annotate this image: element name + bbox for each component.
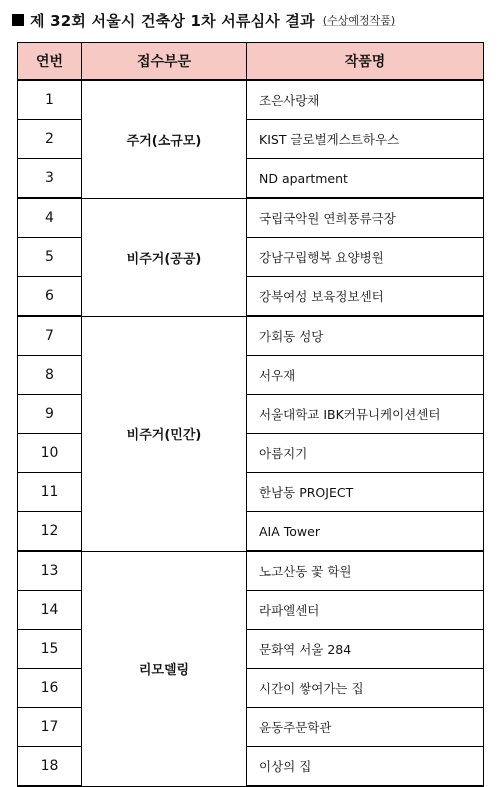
row-number: 9 bbox=[18, 395, 82, 434]
work-name-cell: 한남동 PROJECT bbox=[247, 473, 484, 512]
row-number: 4 bbox=[18, 198, 82, 238]
work-name-cell: 서우재 bbox=[247, 356, 484, 395]
column-header-category: 접수부문 bbox=[82, 43, 247, 81]
row-number: 13 bbox=[18, 551, 82, 591]
row-number: 6 bbox=[18, 277, 82, 317]
row-number: 2 bbox=[18, 120, 82, 159]
row-number: 5 bbox=[18, 238, 82, 277]
table-body bbox=[18, 80, 484, 786]
row-number: 3 bbox=[18, 159, 82, 199]
work-name-cell: 국립국악원 연희풍류극장 bbox=[247, 198, 484, 238]
work-name-cell: 아름지기 bbox=[247, 434, 484, 473]
row-number: 18 bbox=[18, 747, 82, 787]
work-name-cell: 문화역 서울 284 bbox=[247, 630, 484, 669]
category-cell: 비주거(공공) bbox=[82, 198, 247, 316]
row-number: 7 bbox=[18, 316, 82, 356]
row-number: 16 bbox=[18, 669, 82, 708]
work-name-cell: ND apartment bbox=[247, 159, 484, 199]
category-cell: 비주거(민간) bbox=[82, 316, 247, 551]
work-name-cell: 서울대학교 IBK커뮤니케이션센터 bbox=[247, 395, 484, 434]
table-row bbox=[18, 80, 484, 120]
row-number: 14 bbox=[18, 591, 82, 630]
work-name-cell: 강북여성 보육정보센터 bbox=[247, 277, 484, 317]
document-title: 제 32회 서울시 건축상 1차 서류심사 결과 bbox=[30, 11, 315, 30]
row-number: 11 bbox=[18, 473, 82, 512]
work-name-cell: 강남구립행복 요양병원 bbox=[247, 238, 484, 277]
work-name-cell: 조은사랑채 bbox=[247, 80, 484, 120]
work-name-cell: 윤동주문학관 bbox=[247, 708, 484, 747]
work-name-cell: KIST 글로벌게스트하우스 bbox=[247, 120, 484, 159]
category-cell: 리모델링 bbox=[82, 551, 247, 786]
work-name-cell: 노고산동 꽃 학원 bbox=[247, 551, 484, 591]
row-number: 8 bbox=[18, 356, 82, 395]
work-name-cell: 이상의 집 bbox=[247, 747, 484, 787]
table-row bbox=[18, 316, 484, 356]
column-header-number: 연번 bbox=[18, 43, 82, 81]
title-note: (수상예정작품) bbox=[322, 14, 396, 27]
row-number: 1 bbox=[18, 80, 82, 120]
column-header-work-name: 작품명 bbox=[247, 43, 484, 81]
table-row bbox=[18, 551, 484, 591]
row-number: 15 bbox=[18, 630, 82, 669]
row-number: 10 bbox=[18, 434, 82, 473]
work-name-cell: AIA Tower bbox=[247, 512, 484, 552]
black-square-bullet-icon bbox=[12, 14, 24, 26]
work-name-cell: 시간이 쌓여가는 집 bbox=[247, 669, 484, 708]
document-header bbox=[12, 8, 492, 32]
table-header-row bbox=[18, 43, 484, 81]
results-table bbox=[17, 42, 484, 787]
category-cell: 주거(소규모) bbox=[82, 80, 247, 198]
work-name-cell: 가회동 성당 bbox=[247, 316, 484, 356]
row-number: 17 bbox=[18, 708, 82, 747]
table-row bbox=[18, 198, 484, 238]
row-number: 12 bbox=[18, 512, 82, 552]
work-name-cell: 라파엘센터 bbox=[247, 591, 484, 630]
